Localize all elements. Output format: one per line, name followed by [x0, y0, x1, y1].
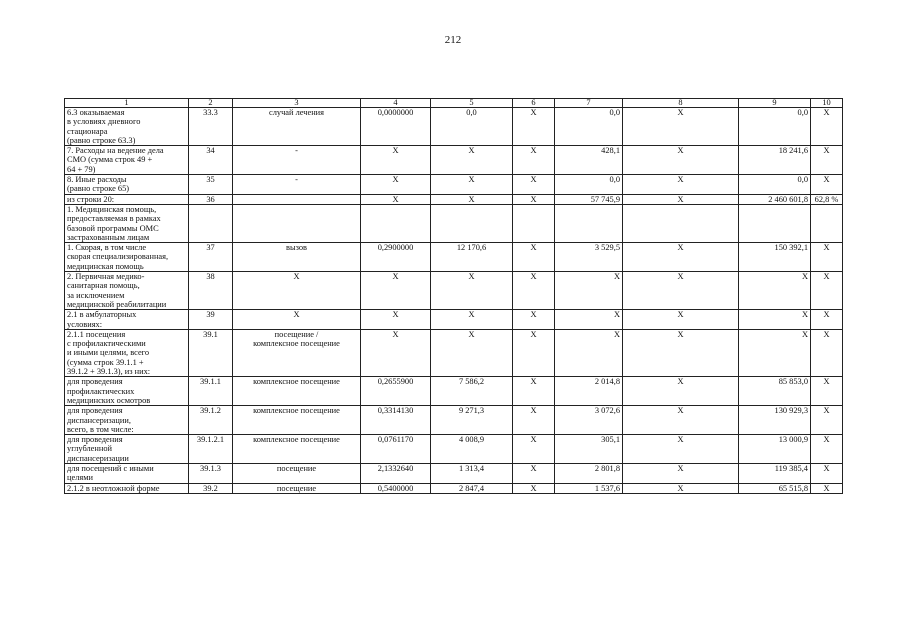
- col-header: 2: [189, 99, 233, 108]
- table-row: [65, 194, 843, 204]
- table-cell: [361, 204, 431, 242]
- table-cell: 0,0: [739, 108, 811, 146]
- table-cell: 2 460 601,8: [739, 194, 811, 204]
- table-row: [65, 204, 843, 242]
- row-label-cell: 2. Первичная медико- санитарная помощь, за исключением медицинской реабилитации: [65, 272, 189, 310]
- table-cell: X: [513, 175, 555, 195]
- table-row: [65, 406, 843, 435]
- table-cell: X: [811, 483, 843, 493]
- table-cell: X: [361, 175, 431, 195]
- table-cell: 85 853,0: [739, 377, 811, 406]
- table-row: [65, 377, 843, 406]
- table-cell: 0,3314130: [361, 406, 431, 435]
- table-cell: -: [233, 146, 361, 175]
- row-label-cell: 6.3 оказываемая в условиях дневного стационара (равно строке 63.3): [65, 108, 189, 146]
- row-label-cell: 7. Расходы на ведение дела СМО (сумма строк 49 + 64 + 79): [65, 146, 189, 175]
- col-header: 3: [233, 99, 361, 108]
- table-cell: X: [739, 310, 811, 330]
- table-cell: X: [513, 108, 555, 146]
- table-cell: 4 008,9: [431, 435, 513, 464]
- table-cell: X: [513, 463, 555, 483]
- page-number: 212: [444, 34, 462, 46]
- table-cell: вызов: [233, 243, 361, 272]
- table-cell: 35: [189, 175, 233, 195]
- table-row: [65, 310, 843, 330]
- table-cell: X: [811, 108, 843, 146]
- table-cell: X: [513, 310, 555, 330]
- table-row: [65, 108, 843, 146]
- table-cell: 9 271,3: [431, 406, 513, 435]
- table-row: [65, 463, 843, 483]
- table-cell: X: [431, 194, 513, 204]
- table-cell: X: [623, 435, 739, 464]
- table-cell: X: [623, 483, 739, 493]
- table-cell: 39.1.2.1: [189, 435, 233, 464]
- row-label-cell: 1. Медицинская помощь, предоставляемая в рамках базовой программы ОМС застрахованным лицам: [65, 204, 189, 242]
- table-row: [65, 272, 843, 310]
- table-cell: X: [811, 406, 843, 435]
- table-cell: X: [513, 435, 555, 464]
- table-cell: X: [513, 377, 555, 406]
- table-cell: X: [431, 310, 513, 330]
- table-cell: 0,0: [431, 108, 513, 146]
- table-cell: 1 313,4: [431, 463, 513, 483]
- table-cell: посещение: [233, 483, 361, 493]
- table-cell: X: [233, 272, 361, 310]
- table-cell: X: [361, 329, 431, 376]
- table-body: [65, 108, 843, 494]
- table-cell: X: [811, 310, 843, 330]
- table-cell: X: [513, 272, 555, 310]
- table-cell: X: [811, 146, 843, 175]
- table-cell: 7 586,2: [431, 377, 513, 406]
- table-cell: X: [513, 146, 555, 175]
- table-cell: X: [431, 175, 513, 195]
- row-label-cell: для проведения профилактических медицинских осмотров: [65, 377, 189, 406]
- col-header: 9: [739, 99, 811, 108]
- table-cell: X: [361, 272, 431, 310]
- table-cell: X: [623, 194, 739, 204]
- table-cell: X: [623, 377, 739, 406]
- table-cell: [233, 204, 361, 242]
- table-cell: X: [555, 329, 623, 376]
- table-cell: 39.1.3: [189, 463, 233, 483]
- table-cell: 34: [189, 146, 233, 175]
- table-cell: 0,0: [739, 175, 811, 195]
- table-cell: X: [513, 194, 555, 204]
- col-header: 1: [65, 99, 189, 108]
- table-cell: 119 385,4: [739, 463, 811, 483]
- table-cell: 13 000,9: [739, 435, 811, 464]
- table-cell: -: [233, 175, 361, 195]
- row-label-cell: 2.1.2 в неотложной форме: [65, 483, 189, 493]
- table-cell: 2 014,8: [555, 377, 623, 406]
- table-cell: X: [361, 310, 431, 330]
- col-header: 7: [555, 99, 623, 108]
- table-cell: 39: [189, 310, 233, 330]
- table-cell: 150 392,1: [739, 243, 811, 272]
- table-cell: X: [623, 406, 739, 435]
- table-cell: [431, 204, 513, 242]
- row-label-cell: 1. Скорая, в том числе скорая специализированная, медицинская помощь: [65, 243, 189, 272]
- table-cell: 0,0: [555, 175, 623, 195]
- table-cell: 38: [189, 272, 233, 310]
- table-cell: X: [623, 272, 739, 310]
- table-cell: [623, 204, 739, 242]
- table-cell: комплексное посещение: [233, 435, 361, 464]
- table-cell: X: [513, 406, 555, 435]
- row-label-cell: 2.1.1 посещения с профилактическими и иными целями, всего (сумма строк 39.1.1 + 39.1.2 + 39.1.3), из них:: [65, 329, 189, 376]
- table-cell: 0,2655900: [361, 377, 431, 406]
- table-cell: посещение / комплексное посещение: [233, 329, 361, 376]
- row-label-cell: для проведения углубленной диспансеризации: [65, 435, 189, 464]
- table-cell: X: [623, 146, 739, 175]
- table-row: [65, 146, 843, 175]
- table-cell: X: [431, 272, 513, 310]
- table-row: [65, 175, 843, 195]
- table-row: [65, 483, 843, 493]
- table-cell: X: [623, 463, 739, 483]
- table-cell: посещение: [233, 463, 361, 483]
- table-cell: X: [513, 483, 555, 493]
- table-cell: случай лечения: [233, 108, 361, 146]
- table-cell: X: [623, 243, 739, 272]
- row-label-cell: для посещений с иными целями: [65, 463, 189, 483]
- table-cell: 2,1332640: [361, 463, 431, 483]
- table-cell: 0,5400000: [361, 483, 431, 493]
- table-cell: 62,8 %: [811, 194, 843, 204]
- table-cell: X: [233, 310, 361, 330]
- table-cell: X: [811, 243, 843, 272]
- table-cell: 2 847,4: [431, 483, 513, 493]
- table-cell: X: [811, 377, 843, 406]
- table-row: [65, 329, 843, 376]
- table-cell: X: [623, 108, 739, 146]
- table-cell: 18 241,6: [739, 146, 811, 175]
- table-cell: 305,1: [555, 435, 623, 464]
- table-cell: 65 515,8: [739, 483, 811, 493]
- table-cell: X: [513, 243, 555, 272]
- table-cell: [739, 204, 811, 242]
- table-cell: [555, 204, 623, 242]
- table-cell: X: [361, 146, 431, 175]
- table-cell: комплексное посещение: [233, 406, 361, 435]
- table-cell: 39.1.2: [189, 406, 233, 435]
- table-row: [65, 243, 843, 272]
- table-row: [65, 435, 843, 464]
- table-cell: X: [739, 272, 811, 310]
- table-cell: 3 072,6: [555, 406, 623, 435]
- row-label-cell: 8. Иные расходы (равно строке 65): [65, 175, 189, 195]
- col-header: 6: [513, 99, 555, 108]
- table-cell: X: [555, 310, 623, 330]
- table-cell: 39.1: [189, 329, 233, 376]
- col-header: 5: [431, 99, 513, 108]
- table-cell: [233, 194, 361, 204]
- table-cell: X: [431, 146, 513, 175]
- data-table: [64, 98, 843, 494]
- table-cell: 428,1: [555, 146, 623, 175]
- table-cell: 0,2900000: [361, 243, 431, 272]
- table-cell: X: [811, 463, 843, 483]
- table-cell: 33.3: [189, 108, 233, 146]
- table-cell: X: [361, 194, 431, 204]
- table-cell: 130 929,3: [739, 406, 811, 435]
- table-cell: 12 170,6: [431, 243, 513, 272]
- table-cell: [811, 204, 843, 242]
- table-cell: 3 529,5: [555, 243, 623, 272]
- row-label-cell: для проведения диспансеризации, всего, в том числе:: [65, 406, 189, 435]
- table-cell: X: [811, 435, 843, 464]
- row-label-cell: из строки 20:: [65, 194, 189, 204]
- table-header-row: [65, 99, 843, 108]
- col-header: 4: [361, 99, 431, 108]
- table-cell: 39.2: [189, 483, 233, 493]
- table-cell: 2 801,8: [555, 463, 623, 483]
- table-cell: X: [513, 329, 555, 376]
- table-cell: 0,0: [555, 108, 623, 146]
- table-cell: X: [811, 329, 843, 376]
- table-cell: X: [555, 272, 623, 310]
- col-header: 10: [811, 99, 843, 108]
- row-label-cell: 2.1 в амбулаторных условиях:: [65, 310, 189, 330]
- table-cell: [189, 204, 233, 242]
- table-cell: 37: [189, 243, 233, 272]
- table-cell: 0,0000000: [361, 108, 431, 146]
- table-cell: 39.1.1: [189, 377, 233, 406]
- table-cell: X: [811, 175, 843, 195]
- table-cell: 57 745,9: [555, 194, 623, 204]
- table-cell: X: [623, 310, 739, 330]
- table-cell: комплексное посещение: [233, 377, 361, 406]
- table-cell: X: [811, 272, 843, 310]
- table-cell: X: [431, 329, 513, 376]
- col-header: 8: [623, 99, 739, 108]
- table-cell: 0,0761170: [361, 435, 431, 464]
- table-cell: [513, 204, 555, 242]
- table-cell: X: [623, 329, 739, 376]
- table-cell: X: [623, 175, 739, 195]
- table-cell: 1 537,6: [555, 483, 623, 493]
- table-cell: X: [739, 329, 811, 376]
- table-cell: 36: [189, 194, 233, 204]
